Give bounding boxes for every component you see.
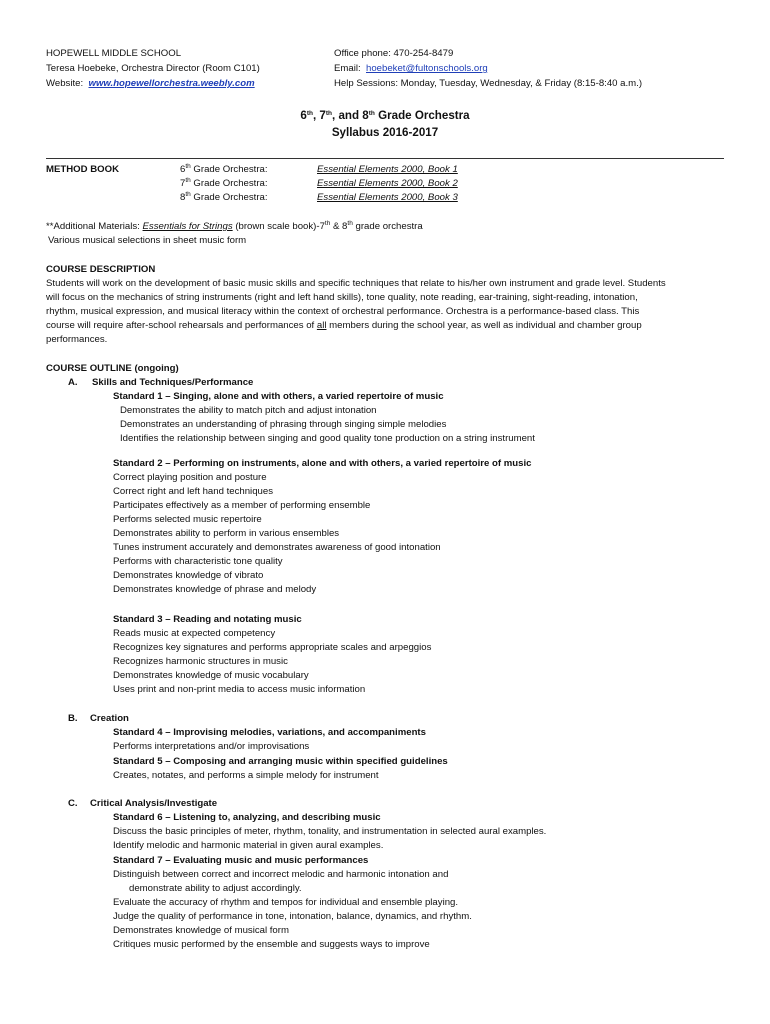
method-book-heading: METHOD BOOK	[46, 164, 120, 175]
standard-4-title: Standard 4 – Improvising melodies, variations, and accompaniments	[113, 727, 426, 738]
standard-5-title: Standard 5 – Composing and arranging music within specified guidelines	[113, 756, 448, 767]
section-c-title: Critical Analysis/Investigate	[90, 798, 218, 809]
list-item: Identifies the relationship between singing and good quality tone production on a string instrument	[120, 433, 535, 444]
help-sessions: Help Sessions: Monday, Tuesday, Wednesday, & Friday (8:15-8:40 a.m.)	[334, 78, 643, 89]
section-b-letter: B.	[68, 713, 78, 724]
list-item: Discuss the basic principles of meter, rhythm, tonality, and instrumentation in selected aural examples.	[113, 826, 547, 837]
course-outline-heading: COURSE OUTLINE (ongoing)	[46, 363, 179, 374]
list-item: Demonstrates an understanding of phrasing through singing simple melodies	[120, 419, 447, 430]
list-item: Performs selected music repertoire	[113, 514, 262, 525]
list-item: Demonstrates the ability to match pitch and adjust intonation	[120, 405, 377, 416]
list-item: Performs with characteristic tone quality	[113, 556, 283, 567]
list-item: Correct right and left hand techniques	[113, 486, 273, 497]
standard-3-title: Standard 3 – Reading and notating music	[113, 614, 302, 625]
course-description-body: Students will work on the development of basic music skills and specific techniques that relate to his/her own instrument and grade level. Students will focus on the mechanics of string instruments (right and left hand skills), tone quality, note reading, ear-training, sight-reading, intonation, rhythm, musical expression, and musical literacy within the context of orchestral performance. Orchestra is a performance-based class. This course will require after-school rehearsals and performances of all members during the school year, as well as individual and chamber group performances.	[46, 278, 666, 345]
standard-7-title: Standard 7 – Evaluating music and music performances	[113, 855, 369, 866]
standard-4-item: Performs interpretations and/or improvisations	[113, 741, 310, 752]
website-link[interactable]: www.hopewellorchestra.weebly.com	[88, 78, 255, 89]
section-a-letter: A.	[68, 377, 78, 388]
list-item: Demonstrates knowledge of music vocabulary	[113, 670, 309, 681]
list-item: Recognizes key signatures and performs appropriate scales and arpeggios	[113, 642, 432, 653]
method-book-title-3: Essential Elements 2000, Book 3	[317, 192, 458, 203]
office-phone: Office phone: 470-254-8479	[334, 48, 454, 59]
standard-2-title: Standard 2 – Performing on instruments, alone and with others, a varied repertoire of music	[113, 458, 532, 469]
standard-1-list	[120, 404, 535, 446]
list-item: Recognizes harmonic structures in music	[113, 656, 288, 667]
standard-7-item-1: Distinguish between correct and incorrect melodic and harmonic intonation and	[113, 869, 449, 880]
additional-materials: **Additional Materials: Essentials for Strings (brown scale book)-7th & 8th grade orchestra	[46, 220, 423, 232]
section-b-title: Creation	[90, 713, 129, 724]
director-line: Teresa Hoebeke, Orchestra Director (Room C101)	[46, 63, 260, 74]
school-name: HOPEWELL MIDDLE SCHOOL	[46, 48, 182, 59]
list-item: Demonstrates knowledge of vibrato	[113, 570, 264, 581]
standard-1-title: Standard 1 – Singing, alone and with others, a varied repertoire of music	[113, 391, 444, 402]
list-item: Evaluate the accuracy of rhythm and tempos for individual and ensemble playing.	[113, 897, 459, 908]
list-item: Demonstrates knowledge of phrase and melody	[113, 584, 317, 595]
course-description-heading: COURSE DESCRIPTION	[46, 264, 156, 275]
standard-6-title: Standard 6 – Listening to, analyzing, and describing music	[113, 812, 381, 823]
email-link[interactable]: hoebeket@fultonschools.org	[366, 63, 488, 74]
method-book-title-1: Essential Elements 2000, Book 1	[317, 164, 458, 175]
list-item: Tunes instrument accurately and demonstrates awareness of good intonation	[113, 542, 441, 553]
email-label: Email:	[334, 63, 361, 74]
list-item: Identify melodic and harmonic material in given aural examples.	[113, 840, 384, 851]
additional-materials-line2: Various musical selections in sheet music form	[48, 235, 247, 246]
standard-7-list	[113, 896, 472, 952]
list-item: Judge the quality of performance in tone, intonation, balance, dynamics, and rhythm.	[113, 911, 472, 922]
section-c-letter: C.	[68, 798, 78, 809]
section-a-title: Skills and Techniques/Performance	[92, 377, 254, 388]
website-label: Website:	[46, 78, 84, 89]
title-divider	[46, 158, 724, 159]
standard-7-item-1-cont: demonstrate ability to adjust accordingly.	[129, 883, 302, 894]
document-subtitle: Syllabus 2016-2017	[331, 126, 439, 139]
standard-6-list	[113, 825, 546, 853]
list-item: Correct playing position and posture	[113, 472, 267, 483]
website-line	[46, 77, 255, 91]
list-item: Uses print and non-print media to access music information	[113, 684, 366, 695]
standard-5-item: Creates, notates, and performs a simple melody for instrument	[113, 770, 379, 781]
list-item: Participates effectively as a member of performing ensemble	[113, 500, 371, 511]
list-item: Critiques music performed by the ensemble and suggests ways to improve	[113, 939, 430, 950]
method-book-title-2: Essential Elements 2000, Book 2	[317, 178, 458, 189]
document-title: 6th, 7th, and 8th Grade Orchestra	[300, 109, 470, 122]
standard-3-list	[113, 627, 431, 697]
essentials-for-strings-title: Essentials for Strings	[142, 221, 233, 232]
list-item: Demonstrates ability to perform in various ensembles	[113, 528, 340, 539]
method-book-grade-6: 6th Grade Orchestra:	[180, 163, 268, 175]
method-book-grade-7: 7th Grade Orchestra:	[180, 177, 268, 189]
list-item: Demonstrates knowledge of musical form	[113, 925, 289, 936]
email-line	[334, 62, 488, 76]
list-item: Reads music at expected competency	[113, 628, 276, 639]
standard-2-list	[113, 471, 441, 597]
method-book-grade-8: 8th Grade Orchestra:	[180, 191, 268, 203]
